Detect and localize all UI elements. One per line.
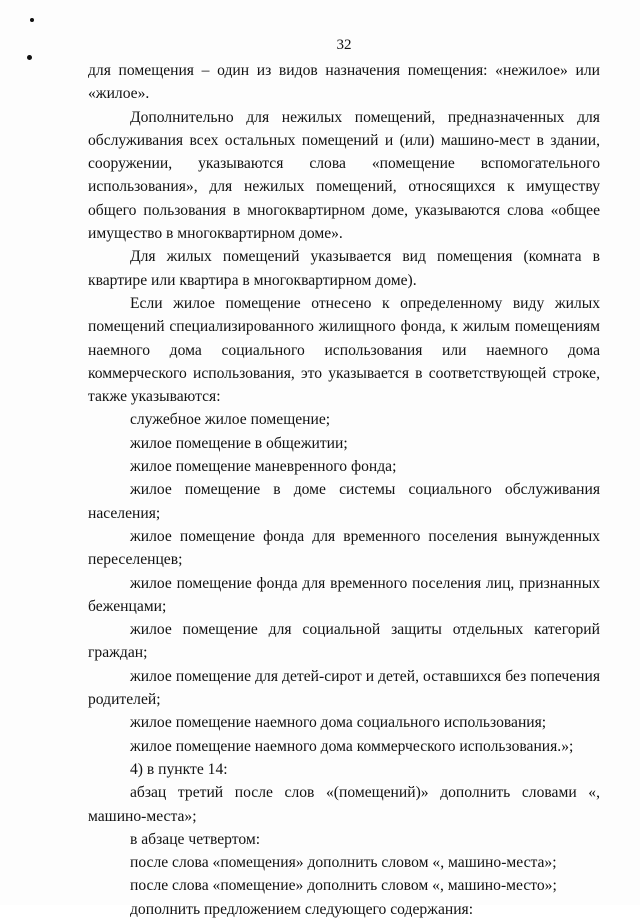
list-item: жилое помещение в доме системы социального обслуживания населения; (88, 481, 600, 522)
paragraph: 4) в пункте 14: (130, 760, 228, 778)
list-item: жилое помещение наемного дома коммерческого использования.»; (130, 737, 574, 755)
list-item: жилое помещение наемного дома социального использования; (130, 714, 547, 732)
paragraph: после слова «помещения» дополнить словом «, машино-места»; (130, 854, 557, 872)
list-item: жилое помещение для детей-сирот и детей, оставшихся без попечения родителей; (88, 667, 600, 709)
paragraph: в абзаце четвертом: (130, 830, 261, 848)
paragraph: Если жилое помещение отнесено к определенному виду жилых помещений специализированного жилищного фонда, к жилым помещениям наемного дома социального использования или наемного дома коммерческого использования, это указывается в соответствующей строке, также указываются: (88, 294, 600, 406)
paragraph: абзац третий после слов «(помещений)» дополнить словами «, машино-места»; (88, 784, 600, 825)
scan-dot-mark (30, 18, 34, 22)
paragraph: для помещения – один из видов назначения помещения: «нежилое» или «жилое». (88, 62, 600, 103)
list-item: жилое помещение для социальной защиты отдельных категорий граждан; (88, 621, 600, 662)
list-item: жилое помещение маневренного фонда; (130, 458, 397, 476)
list-item: жилое помещение фонда для временного поселения лиц, признанных беженцами; (88, 574, 600, 615)
paragraph: дополнить предложением следующего содержания: (130, 900, 474, 918)
paragraph: Дополнительно для нежилых помещений, предназначенных для обслуживания всех остальных помещений и (или) машино-мест в здании, сооружении, указываются слова «помещение вспомогательного использования», для нежилых помещений, относящихся к имуществу общего пользования в многоквартирном доме, указываются слова «общее имущество в многоквартирном доме». (88, 108, 600, 243)
list-item: служебное жилое помещение; (130, 411, 331, 429)
page-number: 32 (336, 37, 352, 53)
paragraph: Для жилых помещений указывается вид помещения (комната в квартире или квартира в многоквартирном доме). (88, 248, 600, 289)
document-body (88, 59, 600, 921)
paragraph: после слова «помещение» дополнить словом «, машино-место»; (130, 877, 557, 895)
list-item: жилое помещение в общежитии; (130, 434, 348, 452)
scan-dot-mark (27, 55, 32, 60)
list-item: жилое помещение фонда для временного поселения вынужденных переселенцев; (88, 527, 600, 569)
